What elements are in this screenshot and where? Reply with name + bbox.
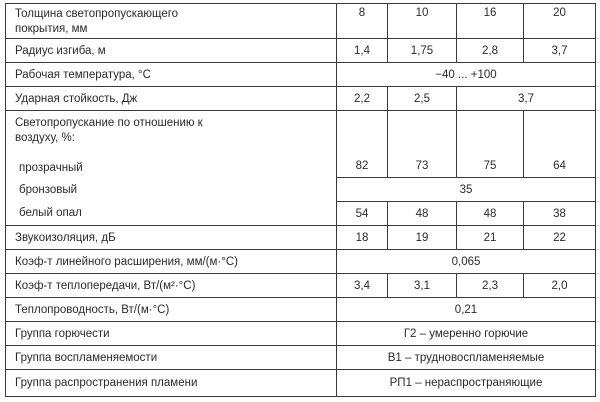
cell-value: 3,1 (388, 274, 457, 298)
cell-value: 22 (524, 226, 596, 250)
cell-value: 38 (524, 202, 596, 226)
cell-value: 1,75 (388, 39, 457, 63)
table-row (6, 63, 596, 87)
row-label: Ударная стойкость, Дж (6, 87, 337, 111)
cell-value: 2,0 (524, 274, 596, 298)
row-label: Коэф-т теплопередачи, Вт/(м²·°C) (6, 274, 337, 298)
cell-value: 2,5 (388, 87, 457, 111)
row-label: Толщина светопропускающего покрытия, мм (6, 4, 337, 39)
row-label: Группа распространения пламени (6, 370, 337, 397)
table-row (6, 274, 596, 298)
row-label: Группа горючести (6, 322, 337, 346)
light-transmission-label: Светопропускание по отношению к воздуху, %: (15, 117, 203, 144)
sub-label-transparent: прозрачный (19, 162, 83, 174)
table-row (6, 87, 596, 111)
table-row (6, 322, 596, 346)
cell-value: 73 (388, 111, 457, 178)
table-row (6, 226, 596, 250)
cell-value: 35 (337, 178, 596, 202)
cell-value: Г2 – умеренно горючие (337, 322, 596, 346)
sub-label-bronze: бронзовый (6, 178, 337, 202)
table-row (6, 250, 596, 274)
cell-value: 2,3 (457, 274, 524, 298)
cell-value: 48 (388, 202, 457, 226)
cell-value: РП1 – нераспространяющие (337, 370, 596, 397)
cell-value: 18 (337, 226, 388, 250)
table-row (6, 298, 596, 322)
table-row (6, 4, 596, 39)
cell-value: 82 (337, 111, 388, 178)
cell-value: 16 (457, 4, 524, 39)
row-label: Звукоизоляция, дБ (6, 226, 337, 250)
cell-value: 19 (388, 226, 457, 250)
cell-value: В1 – трудновоспламеняемые (337, 346, 596, 370)
table-row (6, 370, 596, 397)
cell-value: 64 (524, 111, 596, 178)
cell-value: 3,7 (457, 87, 596, 111)
row-label: Рабочая температура, °C (6, 63, 337, 87)
cell-value: 3,4 (337, 274, 388, 298)
cell-value: 20 (524, 4, 596, 39)
cell-value: 48 (457, 202, 524, 226)
cell-value: 0,065 (337, 250, 596, 274)
cell-value: −40 ... +100 (337, 63, 596, 87)
row-label (6, 111, 337, 178)
cell-value: 2,2 (337, 87, 388, 111)
cell-value: 54 (337, 202, 388, 226)
table-row (6, 39, 596, 63)
cell-value: 2,8 (457, 39, 524, 63)
cell-value: 0,21 (337, 298, 596, 322)
sub-label-opal: белый опал (6, 202, 337, 226)
table-row (6, 178, 596, 202)
row-label: Теплопроводность, Вт/(м·°C) (6, 298, 337, 322)
cell-value: 3,7 (524, 39, 596, 63)
cell-value: 1,4 (337, 39, 388, 63)
cell-value: 10 (388, 4, 457, 39)
properties-table (5, 3, 596, 397)
row-label: Коэф-т линейного расширения, мм/(м·°C) (6, 250, 337, 274)
table-row (6, 346, 596, 370)
cell-value: 21 (457, 226, 524, 250)
row-label: Группа воспламеняемости (6, 346, 337, 370)
table-row (6, 202, 596, 226)
cell-value: 8 (337, 4, 388, 39)
cell-value: 75 (457, 111, 524, 178)
row-label: Радиус изгиба, м (6, 39, 337, 63)
table-row (6, 111, 596, 178)
